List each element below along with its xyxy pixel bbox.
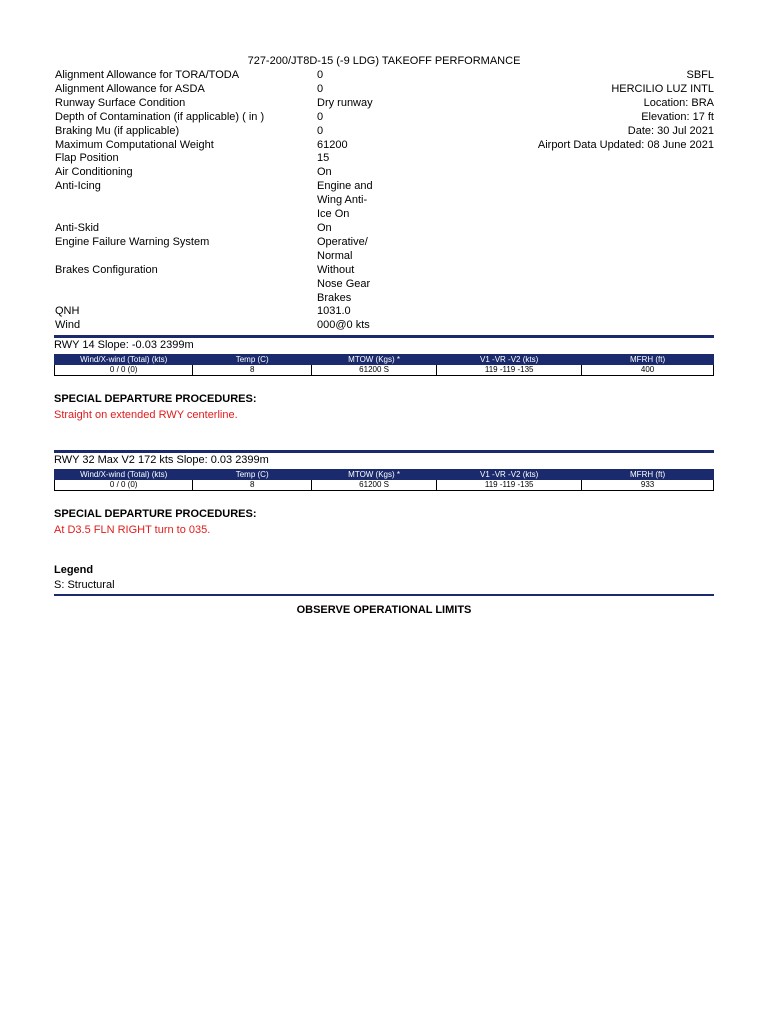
table-cell: 0 / 0 (0): [55, 365, 193, 376]
param-value: On: [317, 166, 332, 179]
divider: [54, 594, 714, 596]
param-label: Wind: [55, 319, 81, 332]
sdp-text: At D3.5 FLN RIGHT turn to 035.: [54, 524, 211, 536]
param-row: [55, 319, 379, 333]
table-row: [55, 480, 714, 491]
column-header: Temp (C): [193, 355, 312, 365]
param-label: Maximum Computational Weight: [55, 138, 214, 151]
table-cell: 8: [193, 480, 312, 491]
param-label: Engine Failure Warning System: [55, 235, 210, 248]
table-cell: 933: [582, 480, 714, 491]
column-header: MFRH (ft): [582, 470, 714, 480]
param-row: [55, 69, 379, 83]
column-header: V1 -VR -V2 (kts): [437, 470, 582, 480]
column-header: MFRH (ft): [582, 355, 714, 365]
param-row: [55, 152, 379, 166]
param-value: 15: [317, 152, 330, 165]
param-label: Anti-Icing: [55, 180, 101, 193]
param-label: Alignment Allowance for TORA/TODA: [55, 69, 240, 81]
column-header: Wind/X-wind (Total) (kts): [55, 355, 193, 365]
sdp-title: SPECIAL DEPARTURE PROCEDURES:: [54, 393, 257, 405]
runway-14-section: [54, 335, 714, 376]
param-label: Flap Position: [55, 152, 119, 165]
legend-item: S: Structural: [54, 579, 115, 591]
report-date: Date: 30 Jul 2021: [627, 124, 714, 137]
param-row: [55, 139, 379, 153]
sdp-title: SPECIAL DEPARTURE PROCEDURES:: [54, 508, 257, 520]
param-value: On: [317, 221, 332, 234]
param-row: [55, 125, 379, 139]
runway-heading: RWY 14 Slope: -0.03 2399m: [54, 335, 714, 352]
runway-32-section: [54, 450, 714, 491]
legend-title: Legend: [54, 564, 94, 576]
param-value: 1031.0: [317, 305, 351, 318]
table-cell: 400: [582, 365, 714, 376]
table-row: [55, 365, 714, 376]
param-value: Operative/ Normal: [317, 235, 368, 262]
column-header: MTOW (Kgs) *: [311, 470, 436, 480]
column-header: MTOW (Kgs) *: [311, 355, 436, 365]
param-label: Alignment Allowance for ASDA: [55, 82, 205, 95]
param-label: Depth of Contamination (if applicable) ( in ): [55, 110, 265, 123]
param-value: 0: [317, 82, 324, 95]
table-header-row: [55, 470, 714, 480]
param-value: 0: [317, 69, 324, 81]
table-cell: 0 / 0 (0): [55, 480, 193, 491]
footer-notice: OBSERVE OPERATIONAL LIMITS: [296, 604, 472, 616]
airport-name: HERCILIO LUZ INTL: [611, 82, 714, 95]
performance-table: [54, 469, 714, 491]
param-row: [55, 222, 379, 236]
table-cell: 119 -119 -135: [437, 365, 582, 376]
table-cell: 8: [193, 365, 312, 376]
param-label: Anti-Skid: [55, 221, 100, 234]
table-cell: 119 -119 -135: [437, 480, 582, 491]
param-value: 0: [317, 124, 324, 137]
airport-info: [538, 69, 714, 152]
param-row: [55, 111, 379, 125]
table-header-row: [55, 355, 714, 365]
airport-data-updated: Airport Data Updated: 08 June 2021: [537, 138, 714, 151]
airport-elevation: Elevation: 17 ft: [641, 110, 714, 123]
table-cell: 61200 S: [311, 365, 436, 376]
param-row: [55, 166, 379, 180]
param-row: [55, 83, 379, 97]
param-label: Air Conditioning: [55, 166, 133, 179]
param-label: Braking Mu (if applicable): [55, 124, 180, 137]
param-label: QNH: [55, 305, 80, 318]
param-value: Without Nose Gear Brakes: [317, 263, 371, 304]
column-header: V1 -VR -V2 (kts): [437, 355, 582, 365]
sdp-text: Straight on extended RWY centerline.: [54, 409, 238, 421]
param-row: [55, 305, 379, 319]
param-row: [55, 97, 379, 111]
param-value: 61200: [317, 138, 348, 151]
airport-code: SBFL: [686, 69, 714, 81]
report-title: 727-200/JT8D-15 (-9 LDG) TAKEOFF PERFORMANCE: [247, 55, 521, 67]
param-value: 000@0 kts: [317, 319, 370, 332]
param-label: Runway Surface Condition: [55, 96, 186, 109]
param-row: [55, 236, 379, 264]
column-header: Temp (C): [193, 470, 312, 480]
column-header: Wind/X-wind (Total) (kts): [55, 470, 193, 480]
parameters-list: [55, 69, 379, 333]
param-value: Engine and Wing Anti- Ice On: [317, 180, 373, 221]
param-label: Brakes Configuration: [55, 263, 158, 276]
param-value: 0: [317, 110, 324, 123]
param-row: [55, 180, 379, 222]
param-value: Dry runway: [317, 96, 373, 109]
airport-location: Location: BRA: [643, 96, 714, 109]
performance-table: [54, 354, 714, 376]
table-cell: 61200 S: [311, 480, 436, 491]
runway-heading: RWY 32 Max V2 172 kts Slope: 0.03 2399m: [54, 450, 714, 467]
param-row: [55, 264, 379, 306]
